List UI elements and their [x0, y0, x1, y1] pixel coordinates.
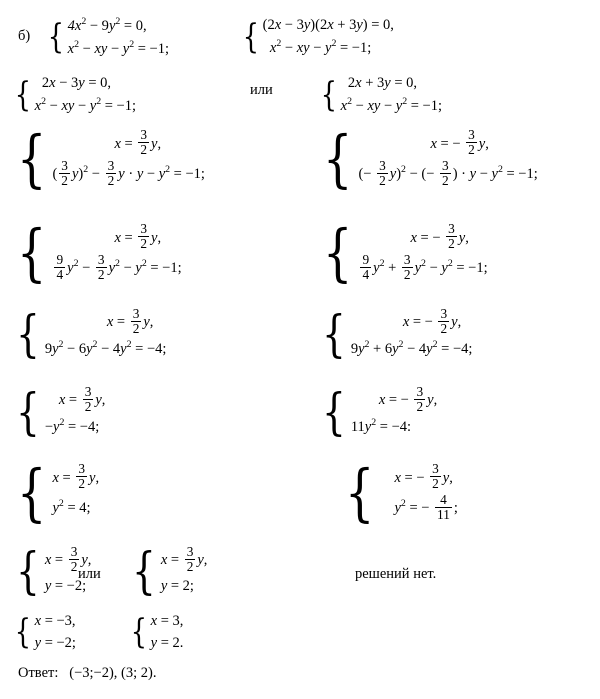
system-step3-left — [12, 122, 205, 195]
brace-icon: { — [47, 17, 64, 58]
equation: $\frac{9}{4}$ $y^2$ + $\frac{3}{2}$ $y^2 - y^2 = -1$; — [362, 251, 488, 282]
system-step8-b — [128, 542, 208, 601]
equation: y = 2; — [160, 578, 194, 595]
equation: x = − $\frac{3}{2}$ y, — [430, 127, 489, 158]
system-step5-right — [318, 304, 473, 363]
system-step4-right — [318, 216, 488, 289]
brace-icon: { — [14, 612, 31, 653]
brace-icon: { — [15, 304, 40, 363]
brace-icon: { — [15, 382, 40, 441]
equation: $x^2$ − xy − $y^2 = -1$; — [340, 96, 442, 115]
equation: x = $\frac{3}{2}$ y, — [58, 383, 106, 414]
brace-icon: { — [16, 216, 47, 289]
equation: $-y^2 = -4$; — [44, 417, 100, 436]
equation: x = −3, — [34, 613, 76, 629]
brace-icon: { — [322, 216, 353, 289]
equation: x = $\frac{3}{2}$ y, — [44, 543, 92, 574]
equation: y = −2; — [34, 635, 76, 652]
system-step9-b — [128, 610, 183, 655]
equation: x = 3, — [150, 613, 184, 629]
brace-icon: { — [321, 304, 346, 363]
equation: $9y^2 + 6y^2 - 4y^2 = -4$; — [350, 339, 473, 358]
brace-icon: { — [15, 542, 40, 601]
system-step2-left — [12, 72, 136, 118]
system-step6-left — [12, 382, 106, 441]
equation: x = $\frac{3}{2}$ y, — [52, 461, 100, 492]
system-step4-left — [12, 216, 182, 289]
system-step6-right — [318, 382, 438, 441]
item-label: б) — [18, 28, 31, 44]
brace-icon: { — [344, 456, 375, 529]
brace-icon: { — [320, 74, 337, 115]
system-step1-right — [240, 14, 394, 60]
brace-icon: { — [322, 122, 353, 195]
equation: x = $\frac{3}{2}$ y, — [106, 305, 154, 336]
answer-label: Ответ: — [18, 665, 59, 681]
brace-icon: { — [16, 456, 47, 529]
equation: $x^2$ − xy − $y^2 = -1$; — [67, 39, 169, 58]
brace-icon: { — [16, 122, 47, 195]
or-word: или — [250, 82, 273, 98]
equation: x = − $\frac{3}{2}$ y, — [394, 461, 453, 492]
equation: $x^2$ − xy − $y^2 = -1$; — [269, 38, 372, 57]
equation: (2x − 3y)(2x + 3y) = 0, — [262, 17, 394, 33]
brace-icon: { — [321, 382, 346, 441]
system-step7-left — [12, 456, 100, 529]
equation: $11y^2 = -4$: — [350, 417, 412, 436]
equation: $\frac{9}{4}$ $y^2$ − $\frac{3}{2}$ $y^2 - y^2 = -1$; — [56, 251, 182, 282]
equation: ( $\frac{3}{2}$ y)$^2$ − $\frac{3}{2}$ $y \cdot y - y^2 = -1$; — [52, 157, 205, 188]
brace-icon: { — [130, 612, 147, 653]
brace-icon: { — [14, 74, 31, 115]
equation: 2x − 3y = 0, — [34, 75, 112, 91]
equation: (− $\frac{3}{2}$ y)$^2$ − (− $\frac{3}{2}$ ) · $y - y^2 = -1$; — [358, 157, 538, 188]
brace-icon: { — [242, 16, 259, 57]
equation: $4x^2 - 9y^2 = 0$, — [67, 16, 147, 34]
equation: $x^2$ − xy − $y^2 = -1$; — [34, 96, 136, 115]
equation: x = − $\frac{3}{2}$ y, — [410, 221, 469, 252]
equation: x = $\frac{3}{2}$ y, — [114, 127, 162, 158]
equation: y = −2; — [44, 578, 87, 595]
no-solutions-text: решений нет. — [355, 566, 437, 582]
system-step9-a — [12, 610, 76, 655]
system-step1-left — [45, 14, 169, 61]
equation: $y^2 = 4$; — [52, 498, 91, 516]
equation: 2x + 3y = 0, — [340, 75, 418, 91]
system-step3-right — [318, 122, 538, 195]
equation: x = $\frac{3}{2}$ y, — [160, 543, 208, 574]
equation: x = − $\frac{3}{2}$ y, — [402, 305, 462, 336]
equation: $y^2$ = − $\frac{4}{11}$ ; — [394, 491, 458, 522]
system-step2-right — [318, 72, 442, 118]
answer-line — [18, 665, 156, 682]
equation: x = $\frac{3}{2}$ y, — [114, 221, 162, 252]
equation: y = 2. — [150, 635, 184, 652]
equation: $9y^2 - 6y^2 - 4y^2 = -4$; — [44, 339, 167, 358]
system-step7-right — [340, 456, 458, 529]
system-step5-left — [12, 304, 167, 363]
brace-icon: { — [131, 542, 156, 601]
or-word: или — [78, 566, 101, 582]
equation: x = − $\frac{3}{2}$ y, — [378, 383, 438, 414]
answer-value: (−3;−2), (3; 2). — [69, 665, 157, 681]
